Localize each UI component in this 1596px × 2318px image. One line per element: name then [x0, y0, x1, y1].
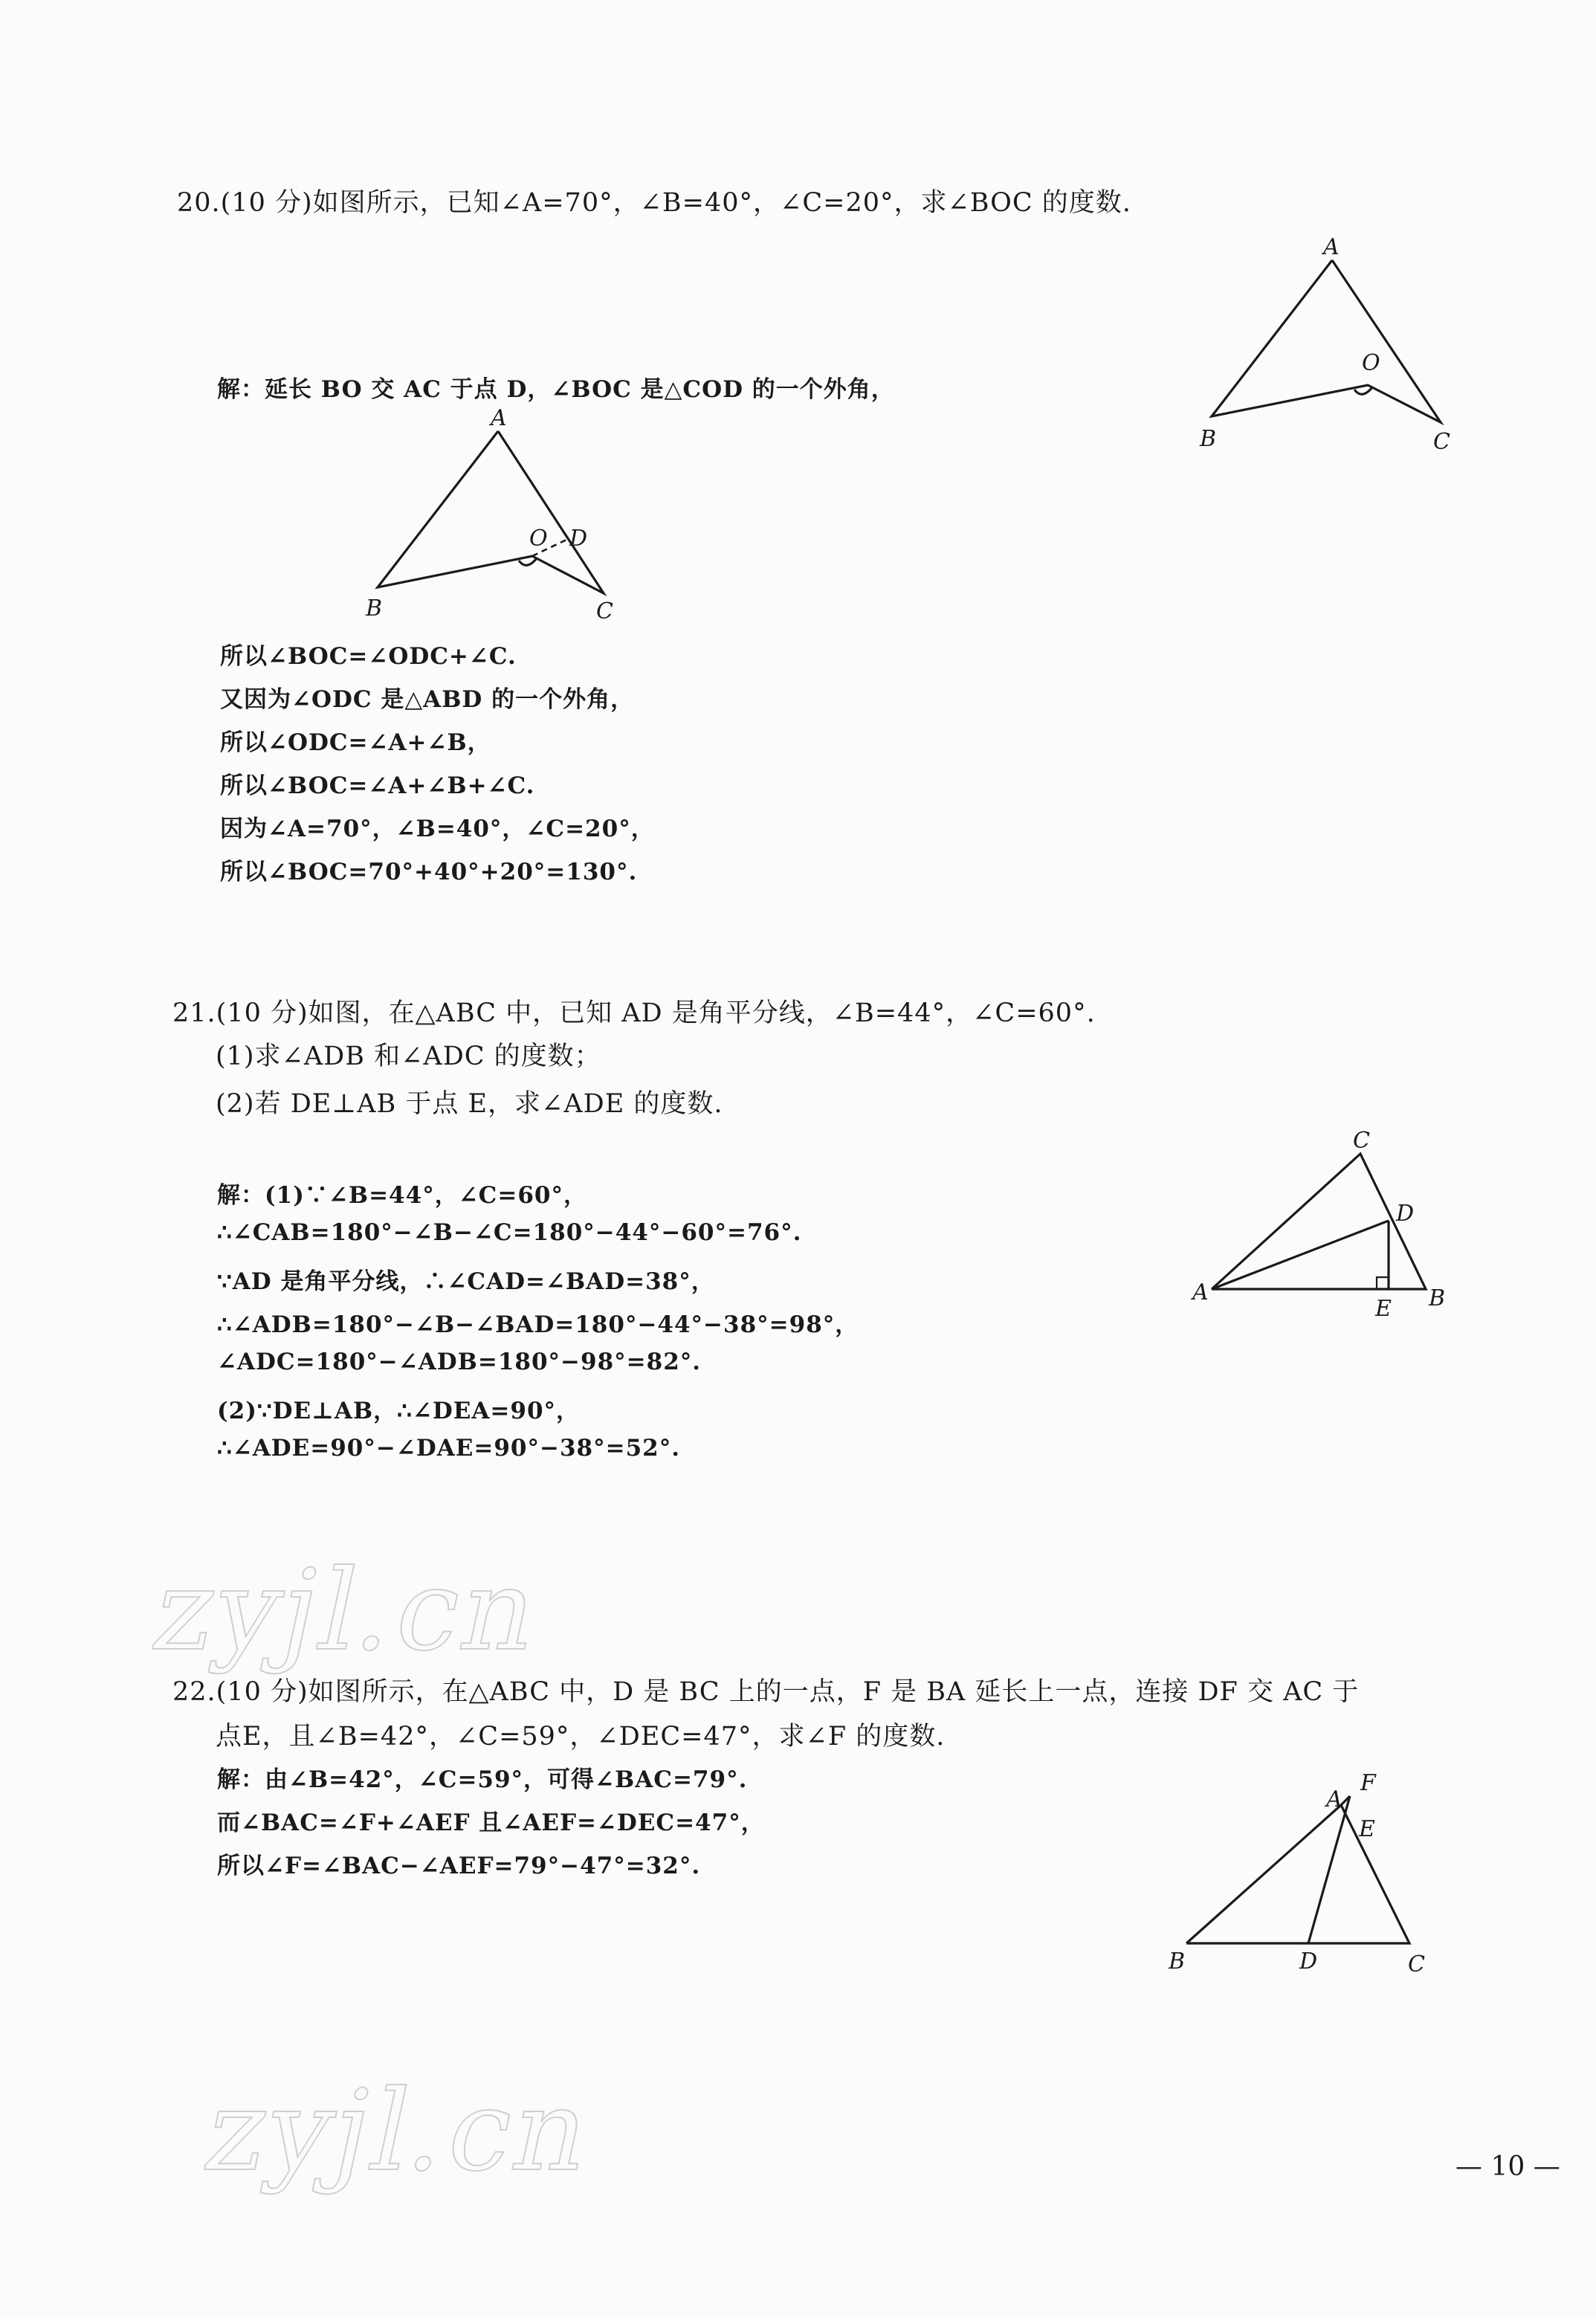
problem-21-right-angle-mark	[1377, 1277, 1389, 1289]
problem-21-question: 21.(10 分)如图，在△ABC 中，已知 AD 是角平分线，∠B=44°，∠C=60°.	[172, 998, 1096, 1028]
fig22-label-b: B	[1169, 1949, 1186, 1975]
fig22-label-f: F	[1360, 1770, 1376, 1796]
fig20b-label-b: B	[366, 595, 383, 622]
fig20b-label-c: C	[596, 598, 613, 624]
problem-21-solution-line: ∴∠CAB=180°−∠B−∠C=180°−44°−60°=76°.	[217, 1219, 802, 1246]
fig20-label-a: A	[1323, 234, 1340, 260]
problem-22-question: 22.(10 分)如图所示，在△ABC 中，D 是 BC 上的一点，F 是 BA 延长上一点，连接 DF 交 AC 于	[172, 1677, 1360, 1707]
problem-20-solution-line: 解：延长 BO 交 AC 于点 D，∠BOC 是△COD 的一个外角，	[217, 376, 895, 403]
problem-21-solution-line: ∴∠ADE=90°−∠DAE=90°−38°=52°.	[217, 1435, 681, 1462]
page-number: — 10 —	[1456, 2151, 1560, 2182]
fig22-label-e: E	[1359, 1816, 1375, 1842]
problem-22-triangle	[1186, 1805, 1409, 1943]
problem-21-figure	[1189, 1130, 1472, 1323]
fig21-label-c: C	[1353, 1128, 1370, 1154]
fig21-label-d: D	[1396, 1201, 1415, 1227]
fig21-label-b: B	[1429, 1285, 1446, 1311]
fig22-label-a: A	[1326, 1786, 1343, 1812]
problem-20-solution-line: 所以∠ODC=∠A+∠B，	[220, 729, 491, 756]
problem-21-solution-line: ∠ADC=180°−∠ADB=180°−98°=82°.	[217, 1349, 702, 1375]
fig21-label-e: E	[1375, 1296, 1392, 1322]
problem-20-solution-line: 所以∠BOC=∠ODC+∠C.	[220, 643, 517, 670]
problem-22-solution-line: 所以∠F=∠BAC−∠AEF=79°−47°=32°.	[217, 1853, 701, 1879]
fig20b-label-a: A	[491, 405, 507, 431]
fig20b-label-d: D	[569, 526, 588, 552]
problem-21-solution-line: (2)∵DE⊥AB，∴∠DEA=90°，	[217, 1398, 581, 1424]
fig22-label-d: D	[1299, 1949, 1318, 1975]
problem-21-subquestion-1: (1)求∠ADB 和∠ADC 的度数；	[216, 1042, 601, 1071]
problem-20-question: 20.(10 分)如图所示，已知∠A=70°，∠B=40°，∠C=20°，求∠BOC 的度数.	[177, 188, 1131, 218]
problem-21-bisector-ad	[1212, 1221, 1389, 1289]
problem-21-subquestion-2: (2)若 DE⊥AB 于点 E，求∠ADE 的度数.	[216, 1089, 723, 1119]
problem-20-solution-line: 又因为∠ODC 是△ABD 的一个外角，	[220, 686, 635, 713]
problem-22-figure	[1160, 1762, 1457, 1985]
fig20b-label-o: O	[529, 526, 548, 552]
problem-20-figure-outline	[1212, 260, 1441, 422]
problem-22-solution-line: 解：由∠B=42°，∠C=59°，可得∠BAC=79°.	[217, 1766, 748, 1793]
problem-21-solution-line: ∴∠ADB=180°−∠B−∠BAD=180°−44°−38°=98°，	[217, 1311, 859, 1338]
problem-20-solution-line: 所以∠BOC=∠A+∠B+∠C.	[220, 772, 535, 799]
problem-22-segment-df	[1308, 1796, 1350, 1943]
problem-21-solution-line: 解：(1)∵∠B=44°，∠C=60°，	[217, 1182, 587, 1209]
fig22-label-c: C	[1408, 1951, 1425, 1978]
problem-20-figure	[1189, 234, 1472, 461]
problem-22-question-cont: 点E，且∠B=42°，∠C=59°，∠DEC=47°，求∠F 的度数.	[216, 1722, 946, 1752]
problem-21-solution-line: ∵AD 是角平分线，∴∠CAD=∠BAD=38°，	[217, 1268, 715, 1295]
watermark-logo: zyjl.cn	[194, 2067, 605, 2196]
problem-20-solution-line: 所以∠BOC=70°+40°+20°=130°.	[220, 859, 638, 885]
fig20-label-o: O	[1362, 350, 1380, 376]
problem-20-solution-figure	[357, 405, 639, 632]
problem-20-solution-line: 因为∠A=70°，∠B=40°，∠C=20°，	[220, 816, 655, 842]
problem-21-triangle	[1212, 1154, 1426, 1289]
watermark-logo: zyjl.cn	[142, 1546, 553, 1676]
problem-22-solution-line: 而∠BAC=∠F+∠AEF 且∠AEF=∠DEC=47°，	[217, 1809, 765, 1836]
fig21-label-a: A	[1192, 1279, 1209, 1305]
fig20-label-b: B	[1200, 426, 1217, 452]
fig20-label-c: C	[1433, 429, 1450, 455]
problem-20-solution-figure-outline	[378, 431, 604, 593]
